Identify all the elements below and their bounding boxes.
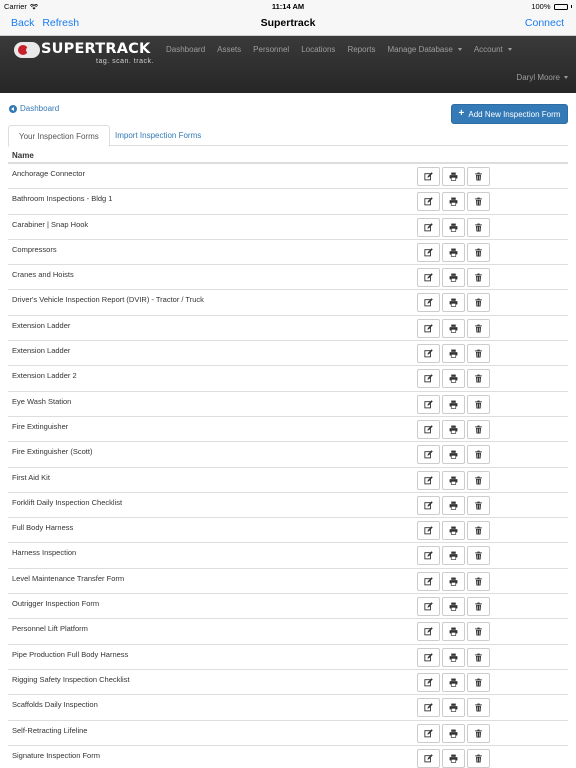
print-icon — [449, 349, 458, 358]
delete-button[interactable] — [467, 749, 490, 768]
menu-manage-database[interactable]: Manage Database — [381, 45, 467, 54]
carrier-label: Carrier — [4, 2, 27, 11]
row-actions — [417, 724, 490, 743]
table-row — [8, 240, 568, 265]
table-row — [8, 366, 568, 391]
menu-reports[interactable]: Reports — [347, 45, 376, 54]
print-button[interactable] — [442, 268, 465, 287]
form-name[interactable]: Rigging Safety Inspection Checklist — [12, 674, 130, 684]
trash-icon — [474, 298, 483, 307]
print-button[interactable] — [442, 749, 465, 768]
trash-icon — [474, 703, 483, 712]
print-icon — [449, 703, 458, 712]
edit-icon — [424, 172, 433, 181]
form-name[interactable]: Compressors — [12, 244, 57, 254]
battery-indicator — [531, 2, 572, 11]
edit-icon — [424, 400, 433, 409]
row-actions — [417, 218, 490, 237]
row-actions — [417, 445, 490, 464]
edit-icon — [424, 653, 433, 662]
edit-icon — [424, 602, 433, 611]
edit-button[interactable] — [417, 698, 440, 717]
refresh-button[interactable]: Refresh — [42, 17, 80, 29]
form-name[interactable]: Extension Ladder — [12, 320, 71, 330]
row-actions — [417, 597, 490, 616]
row-actions — [417, 698, 490, 717]
delete-button[interactable] — [467, 445, 490, 464]
print-icon — [449, 729, 458, 738]
table-row — [8, 569, 568, 594]
add-inspection-form-button[interactable] — [451, 104, 568, 124]
trash-icon — [474, 501, 483, 510]
print-button[interactable] — [442, 572, 465, 591]
form-name[interactable]: Carabiner | Snap Hook — [12, 219, 89, 229]
edit-icon — [424, 324, 433, 333]
edit-icon — [424, 273, 433, 282]
logo-tagline: tag. scan. track. — [96, 58, 154, 65]
delete-button[interactable] — [467, 344, 490, 363]
print-icon — [449, 172, 458, 181]
edit-icon — [424, 450, 433, 459]
table-row — [8, 746, 568, 768]
form-name[interactable]: Harness Inspection — [12, 548, 77, 558]
table-row — [8, 619, 568, 644]
trash-icon — [474, 729, 483, 738]
row-actions — [417, 369, 490, 388]
edit-icon — [424, 298, 433, 307]
trash-icon — [474, 223, 483, 232]
menu-account[interactable]: Account — [468, 45, 518, 54]
print-button[interactable] — [442, 369, 465, 388]
print-icon — [449, 476, 458, 485]
trash-icon — [474, 450, 483, 459]
logo-mark-icon — [14, 42, 40, 58]
menu-assets[interactable]: Assets — [217, 45, 242, 54]
trash-icon — [474, 273, 483, 282]
table-row — [8, 543, 568, 568]
print-button[interactable] — [442, 395, 465, 414]
print-icon — [449, 577, 458, 586]
row-actions — [417, 471, 490, 490]
table-row — [8, 189, 568, 214]
row-actions — [417, 648, 490, 667]
trash-icon — [474, 627, 483, 636]
supertrack-logo[interactable] — [14, 40, 154, 68]
caret-down-icon — [458, 48, 462, 51]
print-button[interactable] — [442, 420, 465, 439]
main-menu — [160, 45, 518, 54]
delete-button[interactable] — [467, 420, 490, 439]
form-name[interactable]: Scaffolds Daily Inspection — [12, 700, 98, 710]
print-button[interactable] — [442, 622, 465, 641]
edit-button[interactable] — [417, 218, 440, 237]
table-row — [8, 316, 568, 341]
trash-icon — [474, 425, 483, 434]
edit-button[interactable] — [417, 167, 440, 186]
edit-button[interactable] — [417, 572, 440, 591]
delete-button[interactable] — [467, 521, 490, 540]
edit-button[interactable] — [417, 673, 440, 692]
table-row — [8, 417, 568, 442]
form-name[interactable]: Level Maintenance Transfer Form — [12, 573, 125, 583]
form-name[interactable]: Fire Extinguisher (Scott) — [12, 447, 93, 457]
table-row — [8, 594, 568, 619]
row-actions — [417, 268, 490, 287]
edit-button[interactable] — [417, 521, 440, 540]
table-row — [8, 215, 568, 240]
delete-button[interactable] — [467, 268, 490, 287]
form-name[interactable]: Outrigger Inspection Form — [12, 599, 100, 609]
print-button[interactable] — [442, 724, 465, 743]
form-name[interactable]: Anchorage Connector — [12, 169, 85, 178]
print-button[interactable] — [442, 167, 465, 186]
edit-button[interactable] — [417, 445, 440, 464]
edit-icon — [424, 577, 433, 586]
print-icon — [449, 450, 458, 459]
connect-button[interactable]: Connect — [524, 17, 564, 29]
print-icon — [449, 197, 458, 206]
battery-icon — [554, 4, 568, 10]
edit-button[interactable] — [417, 369, 440, 388]
status-time: 11:14 AM — [271, 2, 305, 11]
table-row — [8, 392, 568, 417]
edit-icon — [424, 627, 433, 636]
battery-label: 100% — [531, 2, 551, 11]
table-row — [8, 670, 568, 695]
delete-button[interactable] — [467, 192, 490, 211]
print-button[interactable] — [442, 648, 465, 667]
table-row — [8, 493, 568, 518]
print-icon — [449, 678, 458, 687]
print-button[interactable] — [442, 471, 465, 490]
site-header — [0, 36, 576, 93]
delete-button[interactable] — [467, 673, 490, 692]
trash-icon — [474, 172, 483, 181]
form-name[interactable]: Bathroom Inspections - Bldg 1 — [12, 194, 113, 204]
edit-button[interactable] — [417, 622, 440, 641]
edit-icon — [424, 501, 433, 510]
trash-icon — [474, 526, 483, 535]
caret-down-icon — [508, 48, 512, 51]
add-button-label: Add New Inspection Form — [468, 109, 561, 119]
form-name[interactable]: Pipe Production Full Body Harness — [12, 649, 129, 659]
print-button[interactable] — [442, 218, 465, 237]
table-row — [8, 341, 568, 366]
menu-dashboard[interactable]: Dashboard — [166, 45, 206, 54]
user-name: Daryl Moore — [516, 73, 560, 82]
form-name[interactable]: Eye Wash Station — [12, 396, 72, 406]
trash-icon — [474, 400, 483, 409]
edit-icon — [424, 703, 433, 712]
print-icon — [449, 400, 458, 409]
tab-your-inspection-forms[interactable]: Your Inspection Forms — [8, 125, 110, 147]
trash-icon — [474, 577, 483, 586]
row-actions — [417, 319, 490, 338]
delete-button[interactable] — [467, 496, 490, 515]
table-row — [8, 265, 568, 290]
edit-icon — [424, 197, 433, 206]
row-actions — [417, 673, 490, 692]
row-actions — [417, 749, 490, 768]
trash-icon — [474, 349, 483, 358]
trash-icon — [474, 476, 483, 485]
delete-button[interactable] — [467, 648, 490, 667]
form-name[interactable]: Signature Inspection Form — [12, 750, 100, 760]
print-button[interactable] — [442, 319, 465, 338]
delete-button[interactable] — [467, 243, 490, 262]
trash-icon — [474, 653, 483, 662]
print-icon — [449, 526, 458, 535]
menu-locations[interactable]: Locations — [301, 45, 336, 54]
form-name[interactable]: Self-Retracting Lifeline — [12, 725, 88, 735]
plus-icon: + — [458, 108, 465, 119]
table-row — [8, 721, 568, 746]
delete-button[interactable] — [467, 724, 490, 743]
row-actions — [417, 420, 490, 439]
delete-button[interactable] — [467, 167, 490, 186]
edit-button[interactable] — [417, 344, 440, 363]
delete-button[interactable] — [467, 471, 490, 490]
row-actions — [417, 496, 490, 515]
edit-button[interactable] — [417, 471, 440, 490]
edit-button[interactable] — [417, 319, 440, 338]
trash-icon — [474, 602, 483, 611]
table-row — [8, 695, 568, 720]
table-row — [8, 468, 568, 493]
row-actions — [417, 167, 490, 186]
print-button[interactable] — [442, 243, 465, 262]
edit-icon — [424, 729, 433, 738]
print-icon — [449, 653, 458, 662]
edit-icon — [424, 349, 433, 358]
circle-arrow-left-icon — [9, 105, 17, 113]
edit-icon — [424, 754, 433, 763]
row-actions — [417, 395, 490, 414]
edit-button[interactable] — [417, 496, 440, 515]
row-actions — [417, 344, 490, 363]
trash-icon — [474, 324, 483, 333]
print-icon — [449, 602, 458, 611]
edit-icon — [424, 526, 433, 535]
edit-icon — [424, 248, 433, 257]
app-title: Supertrack — [260, 17, 316, 29]
caret-down-icon — [564, 76, 568, 79]
delete-button[interactable] — [467, 597, 490, 616]
print-icon — [449, 551, 458, 560]
form-tabs — [8, 125, 568, 146]
delete-button[interactable] — [467, 369, 490, 388]
inspection-forms-table — [8, 164, 568, 768]
form-name[interactable]: Forklift Daily Inspection Checklist — [12, 497, 123, 507]
delete-button[interactable] — [467, 572, 490, 591]
row-actions — [417, 572, 490, 591]
back-link-label: Dashboard — [20, 104, 60, 113]
row-actions — [417, 243, 490, 262]
edit-button[interactable] — [417, 420, 440, 439]
trash-icon — [474, 197, 483, 206]
trash-icon — [474, 678, 483, 687]
table-row — [8, 518, 568, 543]
edit-icon — [424, 425, 433, 434]
row-actions — [417, 192, 490, 211]
trash-icon — [474, 551, 483, 560]
table-row — [8, 645, 568, 670]
row-actions — [417, 293, 490, 312]
print-button[interactable] — [442, 445, 465, 464]
form-name[interactable]: Personnel Lift Platform — [12, 624, 88, 634]
form-name[interactable]: Fire Extinguisher — [12, 421, 69, 431]
table-row — [8, 442, 568, 467]
edit-icon — [424, 678, 433, 687]
print-button[interactable] — [442, 192, 465, 211]
row-actions — [417, 622, 490, 641]
print-icon — [449, 273, 458, 282]
dashboard-back-link[interactable] — [9, 104, 59, 113]
form-name[interactable]: Full Body Harness — [12, 523, 74, 533]
table-row — [8, 164, 568, 189]
print-icon — [449, 223, 458, 232]
edit-button[interactable] — [417, 648, 440, 667]
status-bar — [0, 0, 576, 12]
user-menu[interactable] — [516, 73, 568, 82]
delete-button[interactable] — [467, 622, 490, 641]
edit-icon — [424, 374, 433, 383]
print-icon — [449, 324, 458, 333]
app-nav-bar — [0, 12, 576, 36]
edit-button[interactable] — [417, 293, 440, 312]
print-icon — [449, 425, 458, 434]
print-button[interactable] — [442, 521, 465, 540]
print-icon — [449, 298, 458, 307]
print-icon — [449, 374, 458, 383]
column-header-name: Name — [12, 151, 34, 160]
tab-import-inspection-forms[interactable]: Import Inspection Forms — [115, 131, 202, 140]
print-button[interactable] — [442, 344, 465, 363]
print-button[interactable] — [442, 546, 465, 565]
edit-button[interactable] — [417, 749, 440, 768]
row-actions — [417, 521, 490, 540]
edit-icon — [424, 223, 433, 232]
edit-button[interactable] — [417, 546, 440, 565]
edit-button[interactable] — [417, 268, 440, 287]
delete-button[interactable] — [467, 546, 490, 565]
trash-icon — [474, 248, 483, 257]
form-name[interactable]: Extension Ladder — [12, 346, 71, 356]
print-button[interactable] — [442, 293, 465, 312]
print-button[interactable] — [442, 496, 465, 515]
trash-icon — [474, 374, 483, 383]
print-icon — [449, 754, 458, 763]
print-button[interactable] — [442, 698, 465, 717]
print-button[interactable] — [442, 597, 465, 616]
delete-button[interactable] — [467, 293, 490, 312]
edit-button[interactable] — [417, 724, 440, 743]
edit-button[interactable] — [417, 192, 440, 211]
print-button[interactable] — [442, 673, 465, 692]
delete-button[interactable] — [467, 218, 490, 237]
logo-text: SUPERTRACK — [41, 41, 151, 57]
row-actions — [417, 546, 490, 565]
delete-button[interactable] — [467, 698, 490, 717]
edit-button[interactable] — [417, 395, 440, 414]
form-name[interactable]: Extension Ladder 2 — [12, 371, 77, 381]
form-name[interactable]: Cranes and Hoists — [12, 270, 74, 280]
edit-button[interactable] — [417, 243, 440, 262]
edit-icon — [424, 551, 433, 560]
edit-icon — [424, 476, 433, 485]
table-row — [8, 290, 568, 315]
back-button[interactable]: Back — [11, 17, 35, 29]
delete-button[interactable] — [467, 395, 490, 414]
form-name[interactable]: First Aid Kit — [12, 472, 50, 482]
edit-button[interactable] — [417, 597, 440, 616]
print-icon — [449, 627, 458, 636]
print-icon — [449, 248, 458, 257]
menu-personnel[interactable]: Personnel — [253, 45, 290, 54]
delete-button[interactable] — [467, 319, 490, 338]
print-icon — [449, 501, 458, 510]
form-name[interactable]: Driver's Vehicle Inspection Report (DVIR) - Tractor / Truck — [12, 295, 204, 305]
trash-icon — [474, 754, 483, 763]
